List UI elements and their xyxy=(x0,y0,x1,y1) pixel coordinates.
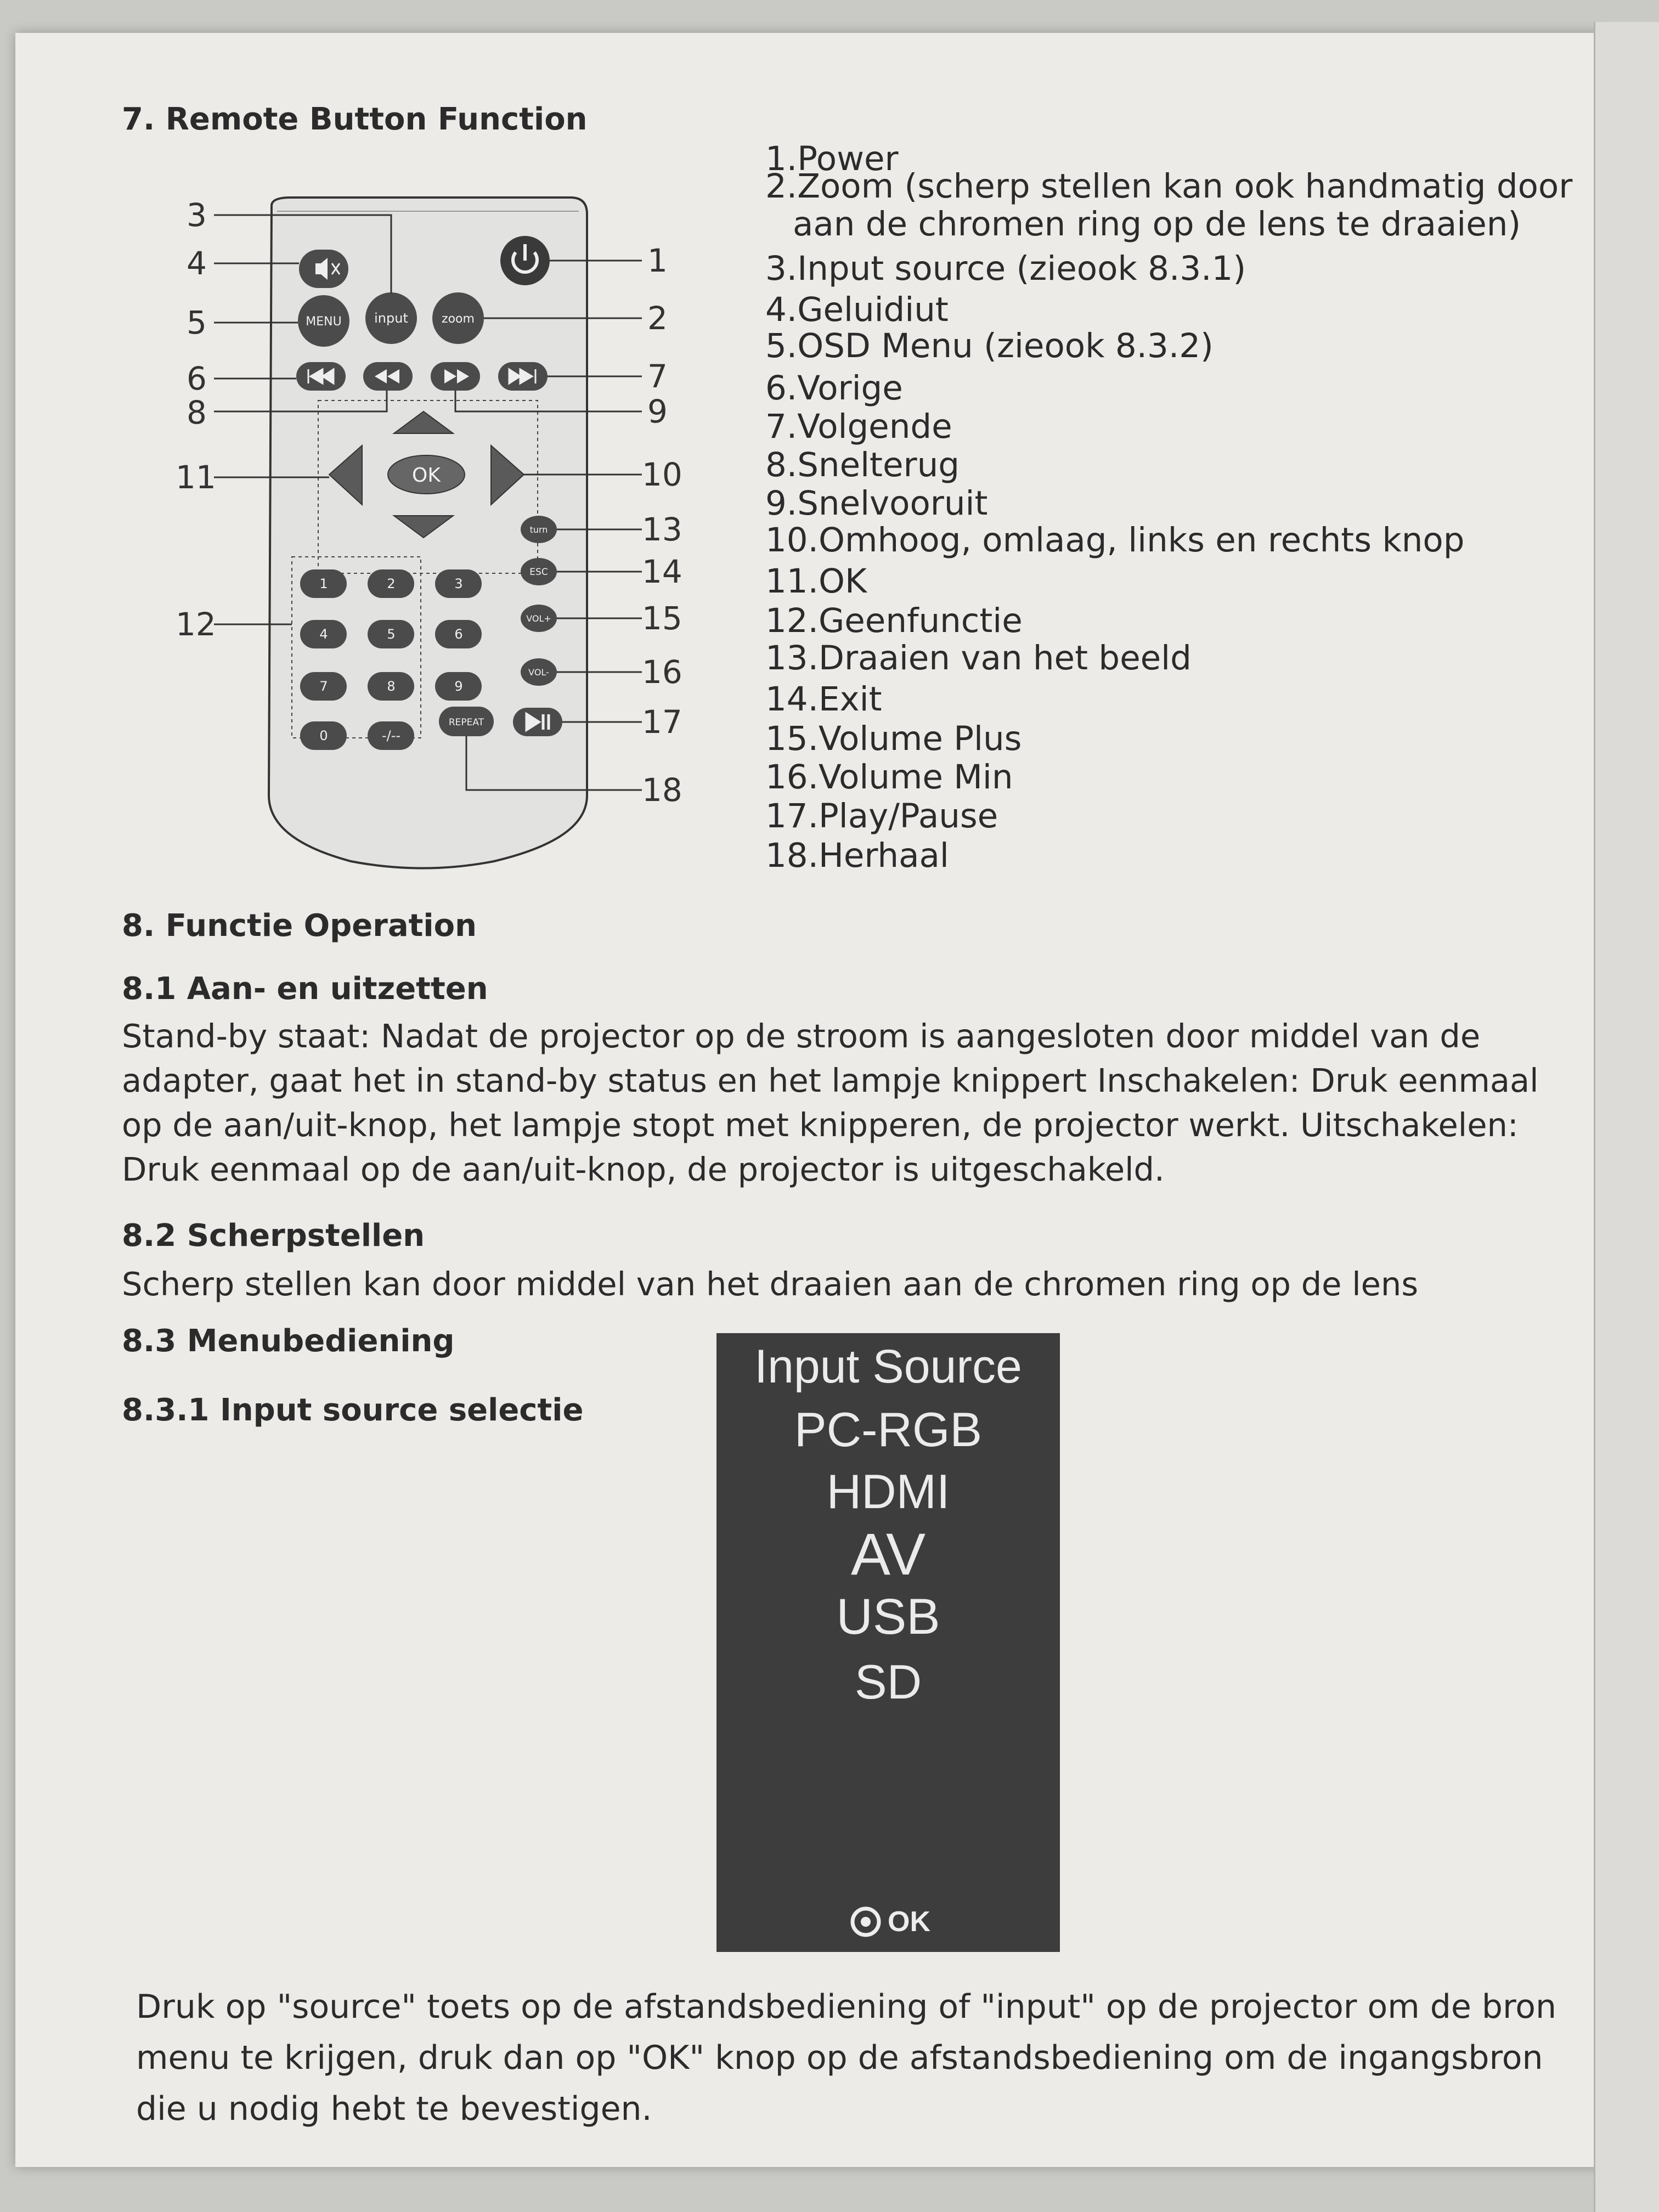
vol-plus-label: VOL+ xyxy=(526,613,551,624)
digit-label-7: 7 xyxy=(319,679,328,694)
callout-5: 5 xyxy=(187,304,207,341)
digit-label-8: 8 xyxy=(387,679,396,694)
callout-8: 8 xyxy=(187,394,207,431)
digit-label-3: 3 xyxy=(454,576,463,591)
callout-12: 12 xyxy=(176,606,216,643)
digit-label-9: 9 xyxy=(454,679,463,694)
legend-item-2-continued: aan de chromen ring op de lens te draaien) xyxy=(793,205,1521,244)
legend-item-15: 15.Volume Plus xyxy=(765,719,1022,758)
legend-item-6: 6.Vorige xyxy=(765,369,903,408)
callout-3: 3 xyxy=(187,196,207,234)
callout-10: 10 xyxy=(642,456,682,493)
legend-item-17: 17.Play/Pause xyxy=(765,797,998,836)
legend-item-10: 10.Omhoog, omlaag, links en rechts knop xyxy=(765,521,1465,560)
section-8-1-text: Stand-by staat: Nadat de projector op de stroom is aangesloten door middel van de adapter, gaat het in stand-by status en het lampje knippert Inschakelen: Druk eenmaal op de aan/uit-knop, het lampje stopt met knipperen, de projector werkt. Uitschakelen: Druk eenmaal op de aan/uit-knop, de projector is uitgeschakeld. xyxy=(122,1017,1539,1188)
callout-2: 2 xyxy=(647,300,668,337)
section-8-3-1-title: 8.3.1 Input source selectie xyxy=(122,1392,584,1428)
osd-item-sd: SD xyxy=(854,1655,922,1709)
input-label: input xyxy=(374,311,408,326)
legend-item-4: 4.Geluidiut xyxy=(765,290,949,329)
digit-label-1: 1 xyxy=(319,576,328,591)
legend-item-14: 14.Exit xyxy=(765,680,882,719)
digit-label-0: 0 xyxy=(319,728,328,743)
legend-item-12: 12.Geenfunctie xyxy=(765,601,1023,640)
callout-9: 9 xyxy=(647,393,668,430)
dash-label: -/-- xyxy=(381,728,401,743)
callout-14: 14 xyxy=(642,553,682,590)
osd-item-pc-rgb: PC-RGB xyxy=(794,1402,983,1457)
osd-item-hdmi: HDMI xyxy=(826,1464,950,1519)
osd-ok-label: OK xyxy=(888,1906,930,1938)
legend-item-2: 2.Zoom (scherp stellen kan ook handmatig door xyxy=(765,167,1573,206)
legend-item-8: 8.Snelterug xyxy=(765,445,960,484)
section-8-title: 8. Functie Operation xyxy=(122,908,477,944)
digit-label-6: 6 xyxy=(454,627,463,642)
legend-item-5: 5.OSD Menu (zieook 8.3.2) xyxy=(765,326,1214,365)
callout-18: 18 xyxy=(642,771,682,809)
legend-item-3: 3.Input source (zieook 8.3.1) xyxy=(765,249,1246,288)
repeat-label: REPEAT xyxy=(448,717,484,728)
callout-1: 1 xyxy=(647,242,668,279)
vol-minus-label: VOL- xyxy=(528,667,549,678)
legend-item-1: 1.Power xyxy=(765,139,899,178)
zoom-label: zoom xyxy=(442,312,475,326)
section-8-3-title: 8.3 Menubediening xyxy=(122,1323,455,1359)
menu-label: MENU xyxy=(306,315,342,329)
legend-item-11: 11.OK xyxy=(765,562,867,601)
callout-13: 13 xyxy=(642,511,682,548)
callout-7: 7 xyxy=(647,358,668,395)
next-page-edge xyxy=(1594,22,1659,2212)
callout-15: 15 xyxy=(642,600,682,637)
turn-label: turn xyxy=(529,524,548,535)
esc-label: ESC xyxy=(529,567,548,578)
legend-item-18: 18.Herhaal xyxy=(765,836,949,875)
final-instructions-text: Druk op "source" toets op de afstandsbediening of "input" op de projector om de bron menu te krijgen, druk dan op "OK" knop op de afstandsbediening om de ingangsbron die u nodig hebt te bevestigen. xyxy=(136,1988,1557,2128)
section-7-title: 7. Remote Button Function xyxy=(122,101,588,137)
digit-label-4: 4 xyxy=(319,627,328,642)
ok-label: OK xyxy=(412,464,441,487)
legend-item-16: 16.Volume Min xyxy=(765,758,1013,797)
section-8-2-text: Scherp stellen kan door middel van het draaien aan de chromen ring op de lens xyxy=(122,1265,1419,1303)
callout-6: 6 xyxy=(187,360,207,397)
digit-label-5: 5 xyxy=(387,627,396,642)
callout-16: 16 xyxy=(642,653,682,691)
input-source-menu xyxy=(716,1333,1060,1952)
callout-17: 17 xyxy=(642,703,682,741)
ok-circle-icon xyxy=(849,1905,882,1938)
osd-title: Input Source xyxy=(754,1340,1022,1393)
legend-item-9: 9.Snelvooruit xyxy=(765,484,988,523)
callout-4: 4 xyxy=(187,245,207,282)
section-8-1-title: 8.1 Aan- en uitzetten xyxy=(122,971,488,1007)
callout-11: 11 xyxy=(176,459,216,496)
osd-ok-hint xyxy=(849,1903,930,1941)
osd-item-usb: USB xyxy=(836,1589,940,1645)
legend-item-7: 7.Volgende xyxy=(765,407,952,446)
section-8-2-title: 8.2 Scherpstellen xyxy=(122,1218,425,1254)
osd-item-av: AV xyxy=(850,1521,926,1587)
digit-label-2: 2 xyxy=(387,576,396,591)
remote-diagram xyxy=(165,181,724,894)
legend-item-13: 13.Draaien van het beeld xyxy=(765,639,1192,678)
